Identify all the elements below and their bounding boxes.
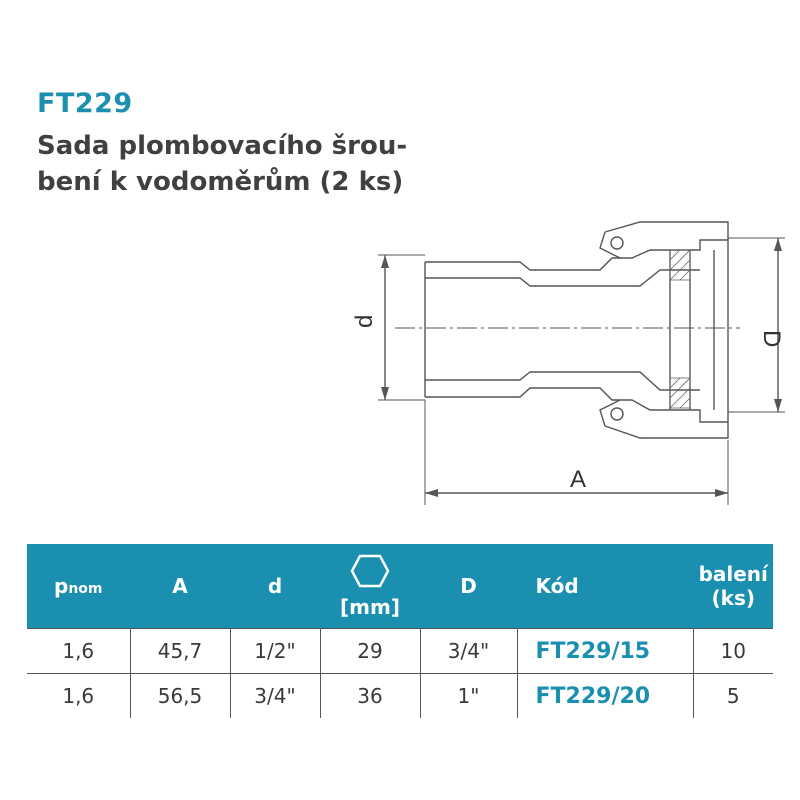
cell-pnom: 1,6 [27, 629, 130, 674]
spec-table [27, 544, 773, 718]
header-D: D [420, 544, 517, 629]
hexagon-icon [350, 554, 390, 588]
technical-drawing [340, 210, 800, 520]
seal-hole-top [611, 237, 623, 249]
header-A: A [130, 544, 230, 629]
header-pnom: pnom [27, 544, 130, 629]
cell-hex: 36 [320, 674, 420, 719]
cell-D: 1" [420, 674, 517, 719]
cell-A: 45,7 [130, 629, 230, 674]
product-code: FT229 [37, 88, 133, 119]
cell-d: 1/2" [230, 629, 320, 674]
header-hex-unit: [mm] [340, 594, 400, 619]
cell-hex: 29 [320, 629, 420, 674]
cell-d: 3/4" [230, 674, 320, 719]
cell-D: 3/4" [420, 629, 517, 674]
table-row [27, 674, 773, 719]
title-line-1: Sada plombovacího šrou- [37, 131, 408, 161]
label-D: D [758, 330, 785, 348]
seal-hole-bottom [611, 408, 623, 420]
cell-kod: FT229/15 [517, 629, 693, 674]
header-hex [320, 544, 420, 629]
header-baleni: balení (ks) [693, 544, 773, 629]
product-title [37, 128, 497, 200]
cell-kod: FT229/20 [517, 674, 693, 719]
cell-pnom: 1,6 [27, 674, 130, 719]
table-header-row [27, 544, 773, 629]
header-kod: Kód [517, 544, 693, 629]
label-A: A [570, 466, 587, 493]
header-d: d [230, 544, 320, 629]
cell-A: 56,5 [130, 674, 230, 719]
table-row [27, 629, 773, 674]
cell-baleni: 10 [693, 629, 773, 674]
cell-baleni: 5 [693, 674, 773, 719]
title-line-2: bení k vodoměrům (2 ks) [37, 167, 404, 197]
label-d: d [351, 314, 378, 328]
